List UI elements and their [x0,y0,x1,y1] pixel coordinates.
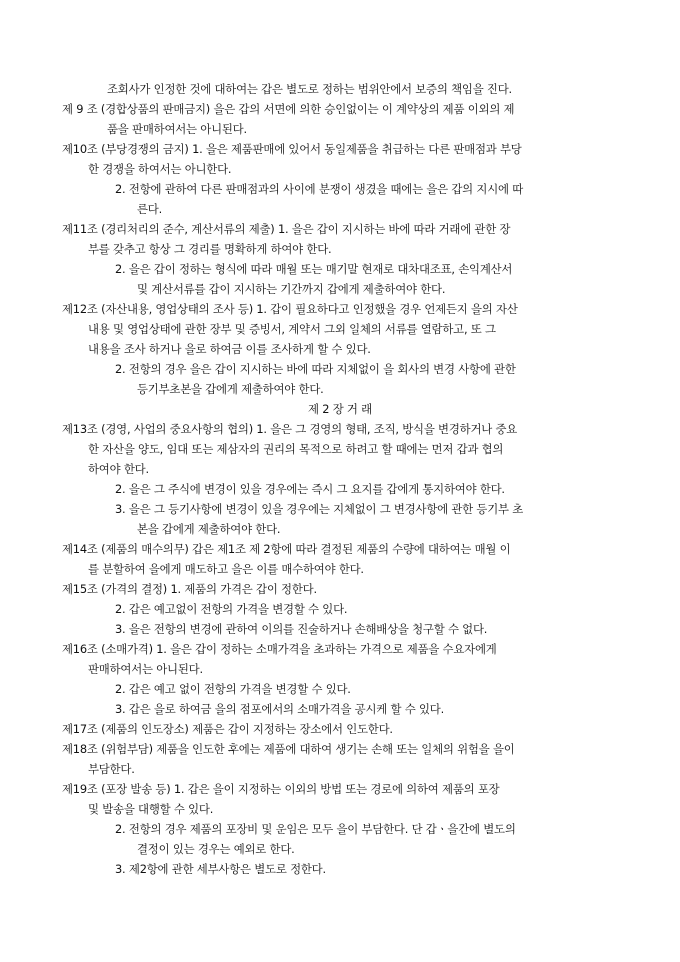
article-heading-12: 제12조 (자산내용, 영업상태의 조사 등) 1. 갑이 필요하다고 인정했을 경우 언제든지 을의 자산 [62,302,518,316]
clause-item: 2. 을은 그 주식에 변경이 있을 경우에는 즉시 그 요지를 갑에게 통지하여야 한다. [115,482,505,496]
chapter-heading: 제 2 장 거 래 [308,402,372,416]
clause-item: 3. 제2항에 관한 세부사항은 별도로 정한다. [115,862,326,876]
text-line: 부담한다. [88,762,135,776]
article-heading-16: 제16조 (소매가격) 1. 을은 갑이 정하는 소매가격을 초과하는 가격으로 제품을 수요자에게 [62,642,497,656]
text-line: 한 자산을 양도, 임대 또는 제삼자의 권리의 목적으로 하려고 할 때에는 먼저 갑과 협의 [88,442,504,456]
text-line: 내용을 조사 하거나 을로 하여금 이를 조사하게 할 수 있다. [88,342,371,356]
text-line: 내용 및 영업상태에 관한 장부 및 증빙서, 계약서 그외 일체의 서류를 열람하고, 또 그 [88,322,496,336]
text-line: 판매하여서는 아니된다. [88,662,203,676]
article-heading-14: 제14조 (제품의 매수의무) 갑은 제1조 제 2항에 따라 결정된 제품의 수량에 대하여는 매월 이 [62,542,511,556]
clause-item: 2. 전항에 관하여 다른 판매점과의 사이에 분쟁이 생겼을 때에는 을은 갑의 지시에 따 [115,182,524,196]
article-heading-15: 제15조 (가격의 결정) 1. 제품의 가격은 갑이 정한다. [62,582,317,596]
clause-item: 2. 갑은 예고 없이 전항의 가격을 변경할 수 있다. [115,682,351,696]
text-line: 한 경쟁을 하여서는 아니한다. [88,162,232,176]
text-line: 본을 갑에게 제출하여야 한다. [137,522,281,536]
text-line: 하여야 한다. [88,462,149,476]
article-heading-18: 제18조 (위험부담) 제품을 인도한 후에는 제품에 대하여 생기는 손해 또는 일체의 위험을 을이 [62,742,515,756]
clause-item: 3. 갑은 을로 하여금 을의 점포에서의 소매가격을 공시케 할 수 있다. [115,702,444,716]
clause-item: 2. 갑은 예고없이 전항의 가격을 변경할 수 있다. [115,602,348,616]
article-heading-9: 제 9 조 (경합상품의 판매금지) 을은 갑의 서면에 의한 승인없이는 이 계약상의 제품 이외의 제 [62,102,515,116]
clause-item: 2. 전항의 경우 제품의 포장비 및 운임은 모두 을이 부담한다. 단 갑ㆍ을간에 별도의 [115,822,516,836]
text-line: 조회사가 인정한 것에 대하여는 갑은 별도로 정하는 범위안에서 보증의 책임을 진다. [107,82,512,96]
text-line: 및 계산서류를 갑이 지시하는 기간까지 갑에게 제출하여야 한다. [137,282,446,296]
article-heading-10: 제10조 (부당경쟁의 금지) 1. 을은 제품판매에 있어서 동일제품을 취급하는 다른 판매점과 부당 [62,142,522,156]
text-line: 등기부초본을 갑에게 제출하여야 한다. [137,382,324,396]
clause-item: 3. 을은 그 등기사항에 변경이 있을 경우에는 지체없이 그 변경사항에 관한 등기부 초 [115,502,524,516]
article-heading-19: 제19조 (포장 발송 등) 1. 갑은 을이 지정하는 이외의 방법 또는 경로에 의하여 제품의 포장 [62,782,500,796]
text-line: 품을 판매하여서는 아니된다. [107,122,247,136]
article-heading-11: 제11조 (경리처리의 준수, 계산서류의 제출) 1. 을은 갑이 지시하는 바에 따라 거래에 관한 장 [62,222,511,236]
clause-item: 3. 을은 전항의 변경에 관하여 이의를 진술하거나 손해배상을 청구할 수 없다. [115,622,488,636]
clause-item: 2. 전항의 경우 을은 갑이 지시하는 바에 따라 지체없이 을 회사의 변경 사항에 관한 [115,362,516,376]
text-line: 결정이 있는 경우는 예외로 한다. [137,842,295,856]
text-line: 른다. [137,202,163,216]
article-heading-17: 제17조 (제품의 인도장소) 제품은 갑이 지정하는 장소에서 인도한다. [62,722,393,736]
article-heading-13: 제13조 (경영, 사업의 중요사항의 협의) 1. 을은 그 경영의 형태, 조직, 방식을 변경하거나 중요 [62,422,518,436]
text-line: 부를 갖추고 항상 그 경리를 명확하게 하여야 한다. [88,242,332,256]
text-line: 및 발송을 대행할 수 있다. [88,802,214,816]
clause-item: 2. 을은 갑이 정하는 형식에 따라 매월 또는 매기말 현재로 대차대조표, 손익계산서 [115,262,513,276]
text-line: 를 분할하여 을에게 매도하고 을은 이를 매수하여야 한다. [88,562,364,576]
